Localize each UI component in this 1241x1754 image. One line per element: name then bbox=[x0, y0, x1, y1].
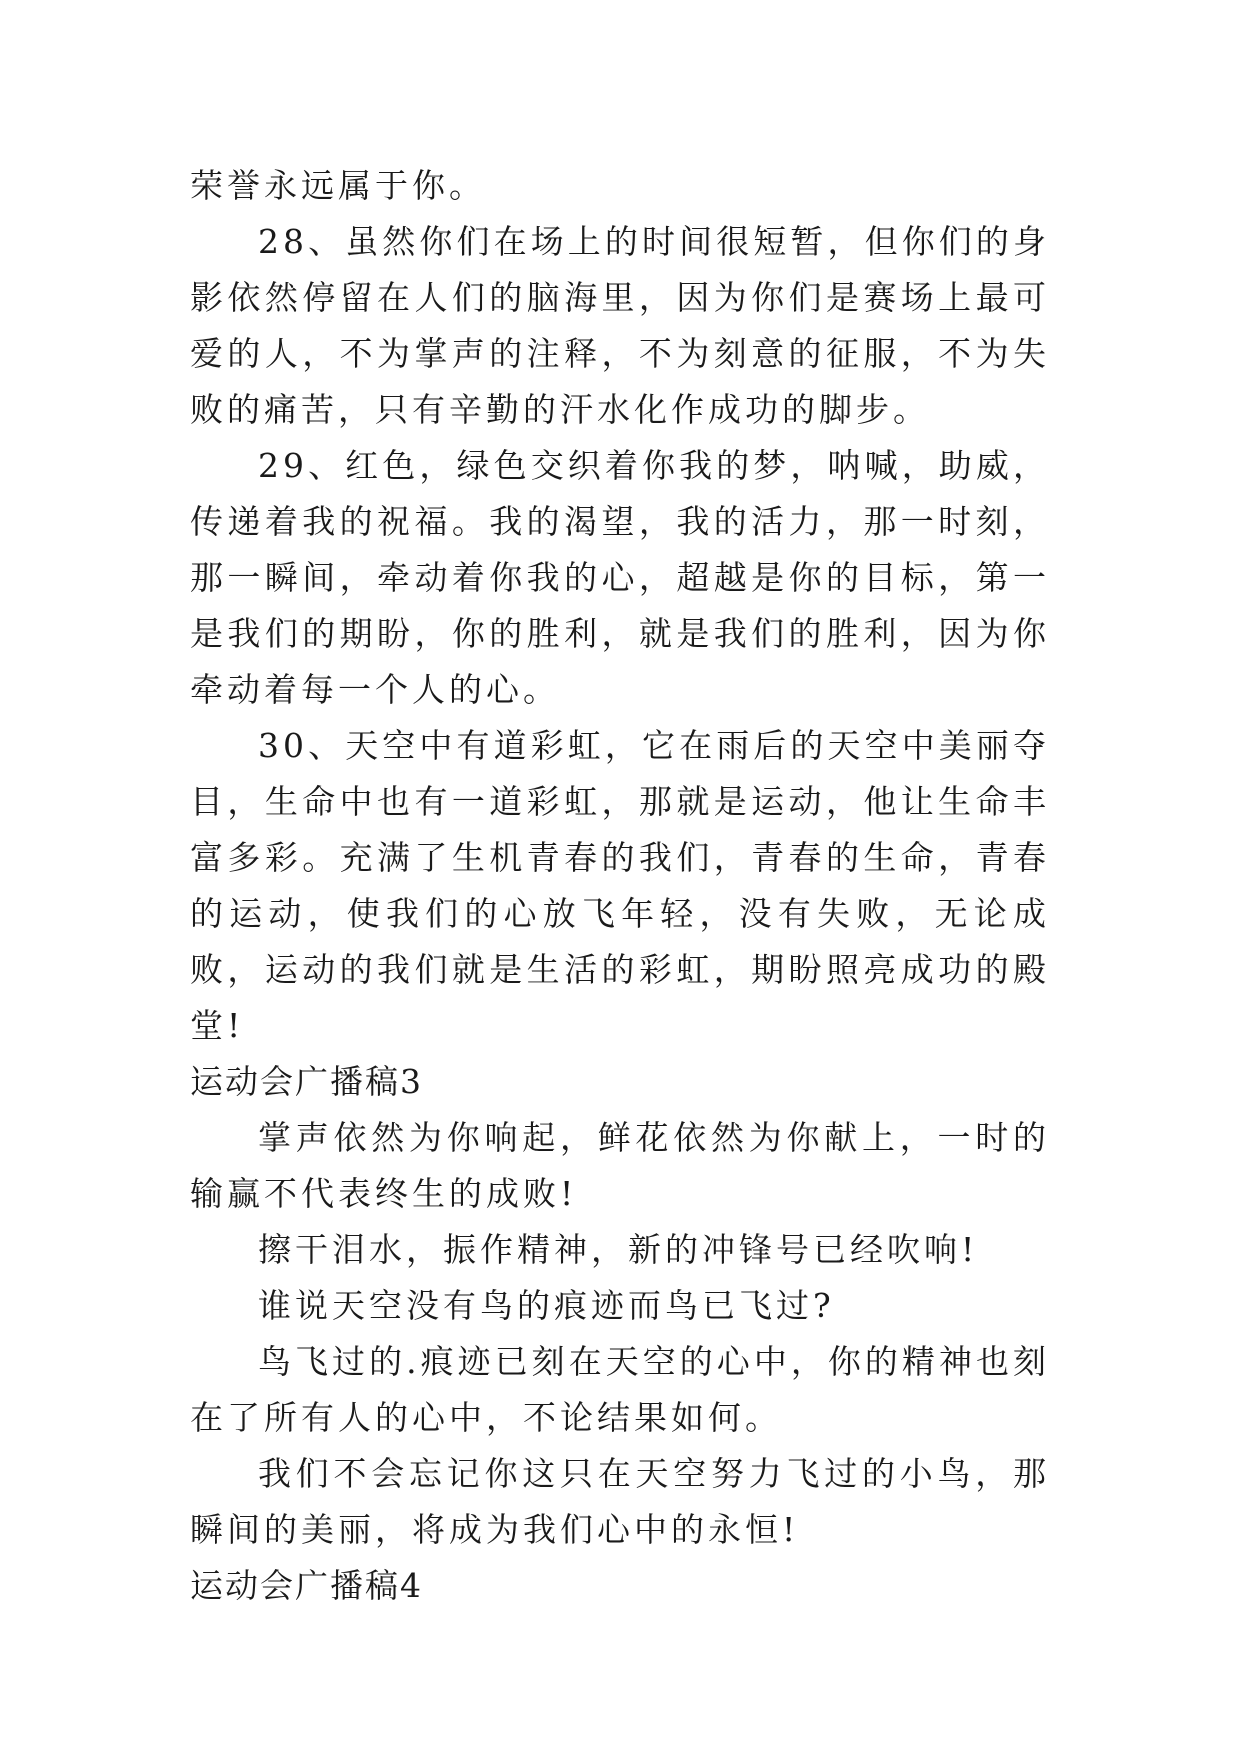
paragraph-30: 30、天空中有道彩虹，它在雨后的天空中美丽夺目，生命中也有一道彩虹，那就是运动，他让生命丰富多彩。充满了生机青春的我们，青春的生命，青春的运动，使我们的心放飞年轻，没有失败，无论成败，运动的我们就是生活的彩虹，期盼照亮成功的殿堂! bbox=[190, 726, 1050, 1045]
paragraph-3b: 擦干泪水，振作精神，新的冲锋号已经吹响! bbox=[258, 1230, 979, 1269]
paragraph-3c: 谁说天空没有鸟的痕迹而鸟已飞过? bbox=[258, 1286, 835, 1325]
section-heading-4: 运动会广播稿4 bbox=[190, 1566, 423, 1605]
section-heading-3: 运动会广播稿3 bbox=[190, 1062, 423, 1101]
document-body bbox=[190, 158, 1050, 1614]
paragraph-3e: 我们不会忘记你这只在天空努力飞过的小鸟，那瞬间的美丽，将成为我们心中的永恒! bbox=[190, 1454, 1050, 1549]
paragraph-3a: 掌声依然为你响起，鲜花依然为你献上，一时的输赢不代表终生的成败! bbox=[190, 1118, 1050, 1213]
paragraph-29: 29、红色，绿色交织着你我的梦，呐喊，助威，传递着我的祝福。我的渴望，我的活力，那一时刻，那一瞬间，牵动着你我的心，超越是你的目标，第一是我们的期盼，你的胜利，就是我们的胜利，因为你牵动着每一个人的心。 bbox=[190, 446, 1050, 709]
paragraph-3d: 鸟飞过的.痕迹已刻在天空的心中，你的精神也刻在了所有人的心中，不论结果如何。 bbox=[190, 1342, 1050, 1437]
paragraph-continuation: 荣誉永远属于你。 bbox=[190, 166, 486, 205]
paragraph-28: 28、虽然你们在场上的时间很短暂，但你们的身影依然停留在人们的脑海里，因为你们是赛场上最可爱的人，不为掌声的注释，不为刻意的征服，不为失败的痛苦，只有辛勤的汗水化作成功的脚步。 bbox=[190, 222, 1050, 429]
